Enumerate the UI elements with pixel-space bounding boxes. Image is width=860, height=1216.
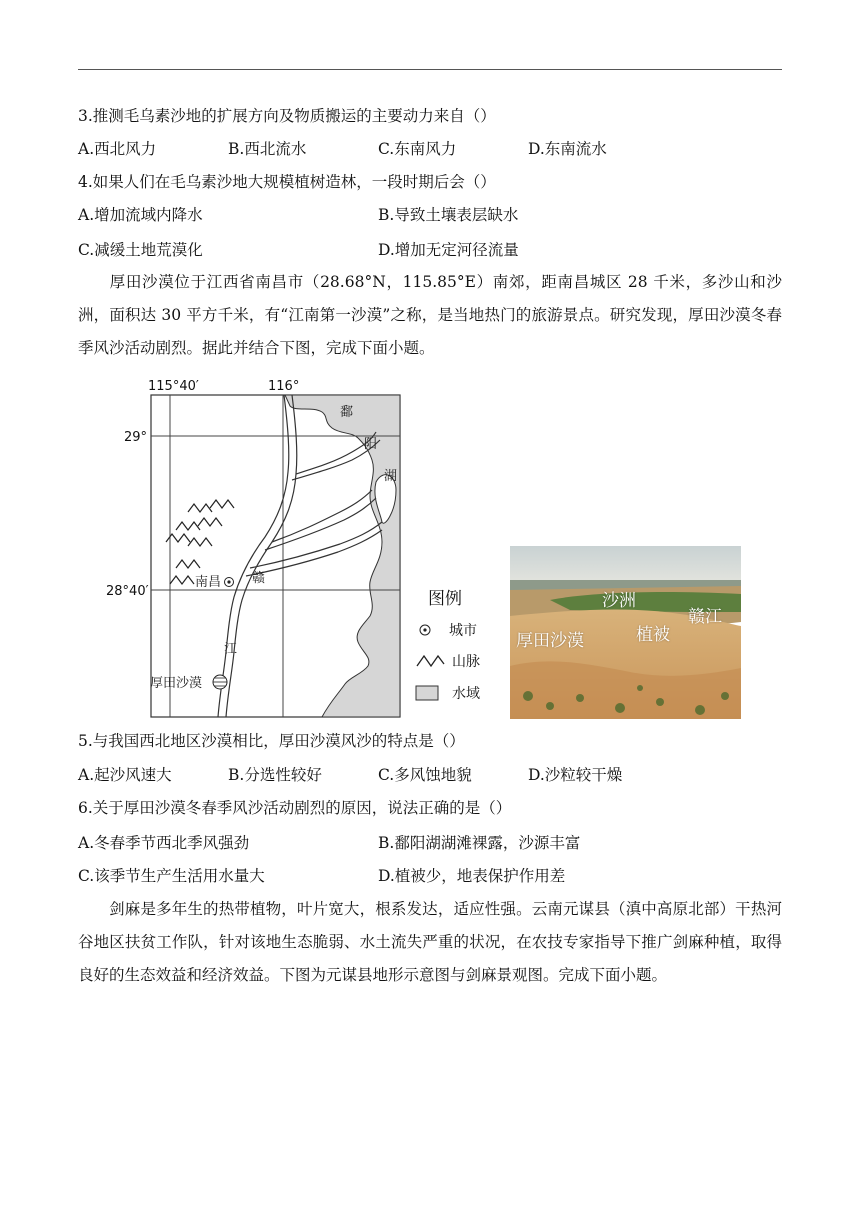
passage-houtian-text: 厚田沙漠位于江西省南昌市（28.68°N，115.85°E）南郊，距南昌城区 28 千米，多沙山和沙洲，面积达 30 平方千米，有“江南第一沙漠”之称，是当地热门的旅游景点。研究发现，厚田沙漠冬春季风沙活动剧烈。据此并结合下图，完成下面小题。 <box>78 273 782 357</box>
legend-mountain-label: 山脉 <box>452 654 480 670</box>
q4-option-a[interactable]: A.增加流域内降水 <box>78 206 203 224</box>
q6-option-a[interactable]: A.冬春季节西北季风强劲 <box>78 834 250 852</box>
photo-label-shazhou: 沙洲 <box>602 591 636 611</box>
lake-char-3: 湖 <box>384 469 398 484</box>
q4-option-d[interactable]: D.增加无定河径流量 <box>378 241 519 259</box>
q5-option-b[interactable]: B.分选性较好 <box>228 766 322 784</box>
legend-water-icon <box>416 686 438 700</box>
legend-mountain-icon <box>417 656 444 666</box>
q4-option-c[interactable]: C.减缓土地荒漠化 <box>78 241 203 259</box>
desert-label: 厚田沙漠 <box>150 676 203 691</box>
legend-title: 图例 <box>428 589 462 609</box>
nanchang-city-dot <box>227 580 230 583</box>
q6-option-c[interactable]: C.该季节生产生活用水量大 <box>78 867 265 885</box>
q5-option-c[interactable]: C.多风蚀地貌 <box>378 766 472 784</box>
legend-city-label: 城市 <box>449 623 477 639</box>
map-legend <box>416 589 480 702</box>
q3-option-d[interactable]: D.东南流水 <box>528 140 607 158</box>
houtian-landscape-photo <box>510 546 741 719</box>
lon-label-116: 116° <box>268 379 300 394</box>
legend-water-label: 水域 <box>452 686 480 702</box>
q4-option-b[interactable]: B.导致土壤表层缺水 <box>378 206 519 224</box>
lake-char-2: 阳 <box>364 437 378 452</box>
houtian-map <box>100 372 500 722</box>
q3-stem: 3.推测毛乌素沙地的扩展方向及物质搬运的主要动力来自（） <box>78 107 496 125</box>
q3-option-a[interactable]: A.西北风力 <box>78 140 157 158</box>
lat-label-2840: 28°40′ <box>106 584 149 599</box>
photo-label-vegetation: 植被 <box>636 625 670 645</box>
passage-jianma-text: 剑麻是多年生的热带植物，叶片宽大，根系发达，适应性强。云南元谋县（滇中高原北部）干热河谷地区扶贫工作队，针对该地生态脆弱、水土流失严重的状况，在农技专家指导下推广剑麻种植，取得良好的生态效益和经济效益。下图为元谋县地形示意图与剑麻景观图。完成下面小题。 <box>78 900 782 984</box>
river-char-2: 江 <box>224 642 238 657</box>
q5-option-d[interactable]: D.沙粒较干燥 <box>528 766 623 784</box>
q6-stem: 6.关于厚田沙漠冬春季风沙活动剧烈的原因，说法正确的是（） <box>78 799 512 817</box>
lake-char-1: 鄱 <box>340 405 354 420</box>
passage-houtian <box>78 266 782 365</box>
q5-option-a[interactable]: A.起沙风速大 <box>78 766 172 784</box>
q5-stem: 5.与我国西北地区沙漠相比，厚田沙漠风沙的特点是（） <box>78 732 465 750</box>
river-char-1: 赣 <box>252 571 266 586</box>
city-label: 南昌 <box>195 575 222 590</box>
q6-option-b[interactable]: B.鄱阳湖湖滩裸露，沙源丰富 <box>378 834 581 852</box>
lat-label-29: 29° <box>124 430 148 445</box>
lon-label-11540: 115°40′ <box>148 379 199 394</box>
q4-stem: 4.如果人们在毛乌素沙地大规模植树造林，一段时期后会（） <box>78 173 496 191</box>
header-rule <box>78 69 782 70</box>
passage-jianma <box>78 893 782 992</box>
q3-option-b[interactable]: B.西北流水 <box>228 140 307 158</box>
q6-option-d[interactable]: D.植被少，地表保护作用差 <box>378 867 566 885</box>
photo-label-houtian: 厚田沙漠 <box>516 631 584 651</box>
photo-label-ganjiang: 赣江 <box>688 607 722 627</box>
q3-option-c[interactable]: C.东南风力 <box>378 140 457 158</box>
